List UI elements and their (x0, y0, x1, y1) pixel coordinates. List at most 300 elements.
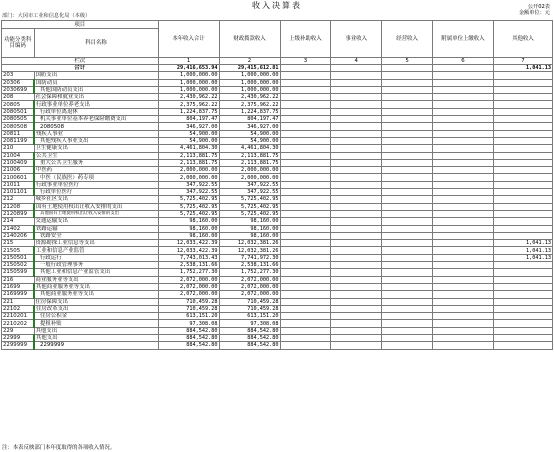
row-col3 (280, 101, 331, 108)
row-col1: 2,000,000.00 (158, 174, 219, 181)
row-col5 (382, 159, 433, 166)
table-row (2, 72, 553, 79)
header-col3: 上级补助收入 (280, 21, 331, 58)
row-col2: 5,725,402.95 (219, 196, 280, 203)
row-col6 (433, 174, 494, 181)
row-col4 (331, 291, 382, 298)
table-row (2, 145, 553, 152)
row-col3 (280, 283, 331, 290)
form-code: 公开02表 (527, 4, 550, 10)
row-name: 重大公共卫生服务 (34, 159, 158, 166)
table-row (2, 123, 553, 130)
row-col4 (331, 108, 382, 115)
row-code: 2299999 (2, 342, 35, 349)
row-name: 中医药 (34, 167, 158, 174)
row-col5 (382, 123, 433, 130)
row-col7 (493, 86, 552, 93)
row-col7 (493, 130, 552, 137)
row-name: 行政事业单位养老支出 (34, 101, 158, 108)
row-col5 (382, 291, 433, 298)
row-col7 (493, 181, 552, 188)
row-col2: 804,197.47 (219, 116, 280, 123)
row-col1: 710,459.28 (158, 298, 219, 305)
row-col5 (382, 189, 433, 196)
row-col3 (280, 247, 331, 254)
row-col6 (433, 203, 494, 210)
row-col4 (331, 262, 382, 269)
row-col7 (493, 137, 552, 144)
row-col2: 1,000,000.00 (219, 79, 280, 86)
row-col2: 98,160.00 (219, 232, 280, 239)
row-col1: 12,033,422.39 (158, 247, 219, 254)
row-col6 (433, 130, 494, 137)
row-col4 (331, 174, 382, 181)
footnote: 注：本表反映部门本年度取得的各项收入情况。 (2, 445, 116, 451)
row-col7 (493, 203, 552, 210)
table-row (2, 181, 553, 188)
row-col4 (331, 79, 382, 86)
table-row (2, 305, 553, 312)
row-col5 (382, 269, 433, 276)
row-col3 (280, 159, 331, 166)
row-col1: 346,927.00 (158, 123, 219, 130)
row-col6 (433, 196, 494, 203)
row-col2: 884,542.80 (219, 342, 280, 349)
row-col7 (493, 232, 552, 239)
row-col5 (382, 334, 433, 341)
row-col7: 1,041.13 (493, 254, 552, 261)
row-col5 (382, 218, 433, 225)
table-row (2, 159, 553, 166)
row-name: 一般行政管理事务 (34, 262, 158, 269)
row-code: 2150502 (2, 262, 35, 269)
table-row (2, 79, 553, 86)
row-col1: 2,375,962.22 (158, 101, 219, 108)
row-name: 其他残疾人事业支出 (34, 137, 158, 144)
row-name: 住房改革支出 (34, 305, 158, 312)
table-row (2, 108, 553, 115)
row-col7 (493, 145, 552, 152)
row-col3 (280, 130, 331, 137)
row-code: 2030699 (2, 86, 35, 93)
row-col1: 12,033,422.39 (158, 240, 219, 247)
row-col7 (493, 174, 552, 181)
row-col5 (382, 108, 433, 115)
total-col2: 29,415,612.81 (219, 65, 280, 72)
row-code: 2140206 (2, 232, 35, 239)
row-col5 (382, 247, 433, 254)
row-col1: 98,160.00 (158, 218, 219, 225)
row-col6 (433, 167, 494, 174)
header-col7: 其他收入 (493, 21, 552, 58)
row-col4 (331, 232, 382, 239)
col-number-5: 5 (382, 58, 433, 65)
row-col4 (331, 276, 382, 283)
row-col4 (331, 181, 382, 188)
row-name: 2299999 (34, 342, 158, 349)
row-col2: 1,000,000.00 (219, 72, 280, 79)
row-col2: 12,032,381.26 (219, 247, 280, 254)
row-col6 (433, 218, 494, 225)
revenue-table (1, 20, 553, 350)
header-col4: 事业收入 (331, 21, 382, 58)
row-code: 2100409 (2, 159, 35, 166)
table-row (2, 247, 553, 254)
row-col5 (382, 101, 433, 108)
row-col6 (433, 254, 494, 261)
table-row (2, 276, 553, 283)
row-code: 208 (2, 94, 35, 101)
row-code: 2100601 (2, 174, 35, 181)
row-col2: 98,160.00 (219, 225, 280, 232)
row-col5 (382, 86, 433, 93)
row-name: 残疾人事业 (34, 130, 158, 137)
row-col7 (493, 196, 552, 203)
row-col4 (331, 247, 382, 254)
row-name: 其他商业服务业等支出 (34, 291, 158, 298)
row-name: 公共卫生 (34, 152, 158, 159)
row-col3 (280, 79, 331, 86)
row-col6 (433, 298, 494, 305)
total-col1: 29,416,653.94 (158, 65, 219, 72)
row-col6 (433, 283, 494, 290)
row-col2: 1,000,000.00 (219, 86, 280, 93)
table-row (2, 269, 553, 276)
table-row (2, 313, 553, 320)
table-row (2, 196, 553, 203)
row-col6 (433, 240, 494, 247)
row-col2: 2,538,131.66 (219, 262, 280, 269)
table-row (2, 167, 553, 174)
row-col7 (493, 210, 552, 217)
row-code: 21006 (2, 167, 35, 174)
row-col4 (331, 152, 382, 159)
row-col4 (331, 283, 382, 290)
table-row (2, 320, 553, 327)
row-name: 社会保障和就业支出 (34, 94, 158, 101)
row-col4 (331, 298, 382, 305)
row-col5 (382, 305, 433, 312)
table-row (2, 203, 553, 210)
row-col2: 710,459.28 (219, 305, 280, 312)
row-code: 20805 (2, 101, 35, 108)
row-col3 (280, 152, 331, 159)
row-col2: 347,922.55 (219, 189, 280, 196)
row-code: 2080501 (2, 108, 35, 115)
row-col3 (280, 137, 331, 144)
row-col4 (331, 94, 382, 101)
row-col3 (280, 240, 331, 247)
row-col4 (331, 240, 382, 247)
row-col4 (331, 145, 382, 152)
row-col7 (493, 152, 552, 159)
row-code: 210 (2, 145, 35, 152)
table-row (2, 116, 553, 123)
header-col6: 附属单位上缴收入 (433, 21, 494, 58)
row-col3 (280, 254, 331, 261)
table-row (2, 240, 553, 247)
row-col2: 2,072,000.00 (219, 276, 280, 283)
row-col6 (433, 232, 494, 239)
row-col5 (382, 203, 433, 210)
row-col3 (280, 116, 331, 123)
row-col5 (382, 320, 433, 327)
row-col4 (331, 196, 382, 203)
row-code: 2080505 (2, 116, 35, 123)
col-number-3: 3 (280, 58, 331, 65)
row-col1: 1,000,000.00 (158, 79, 219, 86)
row-col3 (280, 210, 331, 217)
row-col5 (382, 298, 433, 305)
row-col5 (382, 72, 433, 79)
row-code: 2210201 (2, 313, 35, 320)
row-col2: 884,542.80 (219, 334, 280, 341)
row-col7 (493, 283, 552, 290)
row-col2: 2,113,881.75 (219, 152, 280, 159)
row-name: 其他支出 (34, 334, 158, 341)
table-row (2, 283, 553, 290)
row-code: 2081199 (2, 137, 35, 144)
row-col1: 2,430,962.22 (158, 94, 219, 101)
table-row (2, 291, 553, 298)
table-row (2, 218, 553, 225)
row-code: 216 (2, 276, 35, 283)
row-col7 (493, 262, 552, 269)
row-col5 (382, 196, 433, 203)
unit-label: 金额单位：元 (518, 10, 550, 16)
row-col2: 2,072,000.00 (219, 291, 280, 298)
row-col3 (280, 72, 331, 79)
row-name: 国防支出 (34, 72, 158, 79)
row-code: 229 (2, 327, 35, 334)
row-col2: 2,113,881.75 (219, 159, 280, 166)
col-number-label: 栏次 (2, 58, 159, 65)
row-col1: 347,922.55 (158, 181, 219, 188)
row-col6 (433, 327, 494, 334)
row-col2: 4,461,804.30 (219, 145, 280, 152)
row-col5 (382, 79, 433, 86)
row-col7 (493, 276, 552, 283)
row-col7 (493, 269, 552, 276)
row-col2: 2,000,000.00 (219, 174, 280, 181)
row-col7 (493, 291, 552, 298)
table-row (2, 232, 553, 239)
row-col4 (331, 210, 382, 217)
row-col2: 347,922.55 (219, 181, 280, 188)
row-col2: 7,741,972.30 (219, 254, 280, 261)
row-col1: 5,725,402.95 (158, 210, 219, 217)
row-name: 行政单位医疗 (34, 189, 158, 196)
row-col7 (493, 218, 552, 225)
row-name: 提租补贴 (34, 320, 158, 327)
row-col6 (433, 108, 494, 115)
row-col1: 884,542.80 (158, 334, 219, 341)
col-number-2: 2 (219, 58, 280, 65)
row-code: 221 (2, 298, 35, 305)
row-col5 (382, 232, 433, 239)
row-code: 2080508 (2, 123, 35, 130)
row-code: 21402 (2, 225, 35, 232)
row-col7 (493, 72, 552, 79)
col-number-6: 6 (433, 58, 494, 65)
row-col4 (331, 123, 382, 130)
row-col2: 613,151.20 (219, 313, 280, 320)
row-col1: 2,538,131.66 (158, 262, 219, 269)
table-row (2, 334, 553, 341)
col-number-4: 4 (331, 58, 382, 65)
row-code: 203 (2, 72, 35, 79)
row-col3 (280, 167, 331, 174)
row-col7 (493, 108, 552, 115)
row-code: 2150599 (2, 269, 35, 276)
header-col2: 财政拨款收入 (219, 21, 280, 58)
row-name: 卫生健康支出 (34, 145, 158, 152)
table-row (2, 298, 553, 305)
row-col1: 97,308.08 (158, 320, 219, 327)
row-col5 (382, 174, 433, 181)
row-name: 资源勘探工业信息等支出 (34, 240, 158, 247)
row-col2: 54,900.00 (219, 137, 280, 144)
row-col5 (382, 283, 433, 290)
row-col2: 5,725,402.95 (219, 203, 280, 210)
row-col5 (382, 210, 433, 217)
row-col3 (280, 108, 331, 115)
row-col6 (433, 342, 494, 349)
row-name: 国有土地使用权出让收入安排的支出 (34, 203, 158, 210)
row-col5 (382, 181, 433, 188)
row-col6 (433, 225, 494, 232)
row-col6 (433, 79, 494, 86)
row-col2: 12,032,381.26 (219, 240, 280, 247)
row-col5 (382, 116, 433, 123)
row-col3 (280, 262, 331, 269)
row-col6 (433, 305, 494, 312)
row-col3 (280, 94, 331, 101)
row-name: 其他国有土地使用权出让收入安排的支出 (34, 210, 158, 217)
row-col5 (382, 145, 433, 152)
table-row (2, 225, 553, 232)
row-col2: 2,375,962.22 (219, 101, 280, 108)
row-col4 (331, 225, 382, 232)
row-col1: 7,743,013.43 (158, 254, 219, 261)
row-name: 工业和信息产业监管 (34, 247, 158, 254)
row-col5 (382, 240, 433, 247)
row-col3 (280, 276, 331, 283)
row-name: 住房公积金 (34, 313, 158, 320)
row-col7 (493, 342, 552, 349)
row-col6 (433, 86, 494, 93)
row-col6 (433, 276, 494, 283)
row-col7 (493, 159, 552, 166)
row-col3 (280, 298, 331, 305)
row-col7 (493, 225, 552, 232)
row-name: 交通运输支出 (34, 218, 158, 225)
row-col4 (331, 305, 382, 312)
row-code: 2210202 (2, 320, 35, 327)
row-col5 (382, 262, 433, 269)
row-col1: 2,072,000.00 (158, 276, 219, 283)
row-col4 (331, 86, 382, 93)
row-col7 (493, 167, 552, 174)
row-col6 (433, 116, 494, 123)
row-col2: 5,725,402.95 (219, 210, 280, 217)
row-col5 (382, 152, 433, 159)
row-col4 (331, 130, 382, 137)
row-code: 214 (2, 218, 35, 225)
row-col4 (331, 159, 382, 166)
table-row (2, 137, 553, 144)
row-col3 (280, 174, 331, 181)
row-col1: 54,900.00 (158, 137, 219, 144)
total-row (2, 65, 553, 72)
row-col1: 54,900.00 (158, 130, 219, 137)
row-name: 行政运行 (34, 254, 158, 261)
row-col7 (493, 94, 552, 101)
row-col3 (280, 320, 331, 327)
row-name: 铁路安全 (34, 232, 158, 239)
row-name: 其他商业服务业等支出 (34, 283, 158, 290)
row-col1: 98,160.00 (158, 225, 219, 232)
row-col7 (493, 305, 552, 312)
row-col1: 1,752,277.30 (158, 269, 219, 276)
row-code: 2169999 (2, 291, 35, 298)
header-col1: 本年收入合计 (158, 21, 219, 58)
row-col4 (331, 334, 382, 341)
row-col7 (493, 334, 552, 341)
department-label: 部门：大冈市工业和信息化局（本级） (2, 13, 91, 19)
form-meta (519, 4, 550, 16)
row-col3 (280, 334, 331, 341)
row-col4 (331, 72, 382, 79)
row-col4 (331, 116, 382, 123)
row-col3 (280, 196, 331, 203)
row-col4 (331, 269, 382, 276)
row-code: 20306 (2, 79, 35, 86)
row-code: 21011 (2, 181, 35, 188)
row-col2: 346,927.00 (219, 123, 280, 130)
row-col4 (331, 203, 382, 210)
row-name: 铁路运输 (34, 225, 158, 232)
row-col3 (280, 218, 331, 225)
row-col1: 2,113,881.75 (158, 159, 219, 166)
row-col2: 884,542.80 (219, 327, 280, 334)
row-code: 21505 (2, 247, 35, 254)
row-name: 机关事业单位基本养老保险缴费支出 (34, 116, 158, 123)
row-col1: 5,725,402.95 (158, 203, 219, 210)
row-name: 中医（民族医）药专项 (34, 174, 158, 181)
row-name: 行政事业单位医疗 (34, 181, 158, 188)
table-row (2, 189, 553, 196)
row-col4 (331, 313, 382, 320)
row-col4 (331, 327, 382, 334)
row-col1: 613,151.20 (158, 313, 219, 320)
row-col5 (382, 137, 433, 144)
row-col3 (280, 327, 331, 334)
table-row (2, 101, 553, 108)
row-col3 (280, 269, 331, 276)
row-col5 (382, 167, 433, 174)
row-col2: 710,459.28 (219, 298, 280, 305)
row-col3 (280, 145, 331, 152)
row-col6 (433, 181, 494, 188)
row-col4 (331, 101, 382, 108)
row-code: 20811 (2, 130, 35, 137)
row-col3 (280, 313, 331, 320)
row-name: 其他支出 (34, 327, 158, 334)
row-name: 行政单位离退休 (34, 108, 158, 115)
row-name: 商业服务业等支出 (34, 276, 158, 283)
row-col7 (493, 313, 552, 320)
